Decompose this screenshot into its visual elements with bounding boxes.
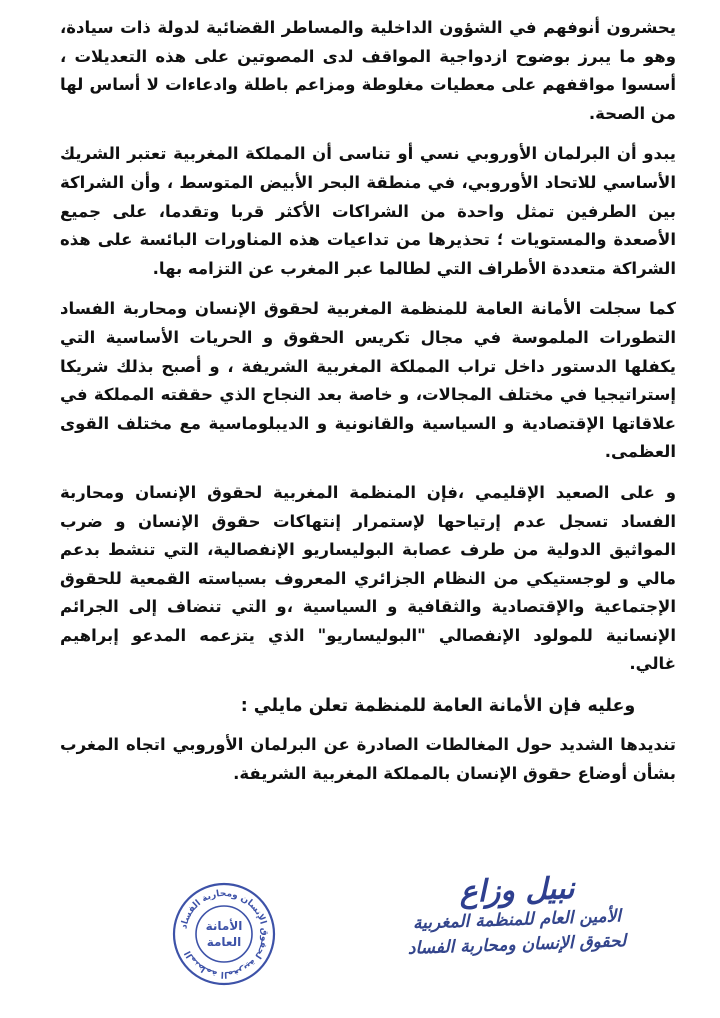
paragraph-2: يبدو أن البرلمان الأوروبي نسي أو تناسى أن المملكة المغربية تعتبر الشريك الأساسي للاتحاد الأوروبي، في منطقة البحر الأبيض المتوسط ، وأن الشراكة بين الطرفين تمثل واحدة من الشراكات الأكثر قربا وتقدما، على جميع الأصعدة والمستويات ؛ تحذيرها من تداعيات هذه المناورات البائسة على هذه الشراكة متعددة الأطراف التي لطالما عبر المغرب عن التزامه بها. — [60, 144, 676, 278]
svg-text:المنظمة المغربية لحقوق الإنسان — [179, 889, 269, 979]
signatory-title-line-1: الأمين العام للمنظمة المغربية — [412, 906, 622, 934]
signatory-title-line-2: لحقوق الإنسان ومحاربة الفساد — [407, 931, 627, 959]
final-paragraph: تنديدها الشديد حول المغالطات الصادرة عن البرلمان الأوروبي اتجاه المغرب بشأن أوضاع حقوق الإنسان بالمملكة المغربية الشريفة. — [60, 735, 676, 783]
signatory-name: نبيل وزاع — [458, 871, 575, 910]
paragraph-3: كما سجلت الأمانة العامة للمنظمة المغربية لحقوق الإنسان ومحاربة الفساد التطورات الملموسة في مجال تكريس الحقوق و الحريات الأساسية التي يكفلها الدستور داخل تراب المملكة المغربية الشريفة ، و أصبح بذلك شريكا إستراتيجيا في مختلف المجالات، و خاصة بعد النجاح الذي حققته المملكة في علاقاتها الإقتصادية و السياسية والقانونية و الديبلوماسية مع مختلف القوى العظمى. — [60, 299, 676, 462]
announcement-heading: وعليه فإن الأمانة العامة للمنظمة تعلن مايلي : — [240, 696, 636, 717]
paragraph-4: و على الصعيد الإقليمي ،فإن المنظمة المغربية لحقوق الإنسان ومحاربة الفساد تسجل عدم إرتياحها لإستمرار إنتهاكات حقوق الإنسان و ضرب المواثيق الدولية من طرف عصابة البوليساريو الإنفصالية، التي تنشط بدعم مالي و لوجستيكي من النظام الجزائري المعروف بسياسته القمعية للحقوق الإجتماعية والإقتصادية والثقافية و السياسية ،و التي تنضاف إلى الجرائم الإنسانية للمولود الإنفصالي "البوليساريو" الذي يتزعمه المدعو إبراهيم غالي. — [60, 482, 676, 674]
stamp-ring-text: المنظمة المغربية لحقوق الإنسان ومحاربة الفساد — [179, 888, 270, 980]
stamp-center-line-1: الأمانة — [205, 919, 243, 933]
stamp-center-line-2: العامة — [206, 935, 242, 949]
organization-stamp — [170, 880, 278, 988]
signature-block — [372, 872, 662, 982]
paragraph-1: يحشرون أنوفهم في الشؤون الداخلية والمساطر القضائية لدولة ذات سيادة، وهو ما يبرز بوضوح ازدواجية المواقف لدى المصوتين على هذه التعديلات ، أسسوا مواقفهم على معطيات مغلوطة ومزاعم باطلة وادعاءات لا أساس لها من الصحة. — [60, 18, 676, 123]
stamp-seal-icon — [170, 880, 278, 988]
